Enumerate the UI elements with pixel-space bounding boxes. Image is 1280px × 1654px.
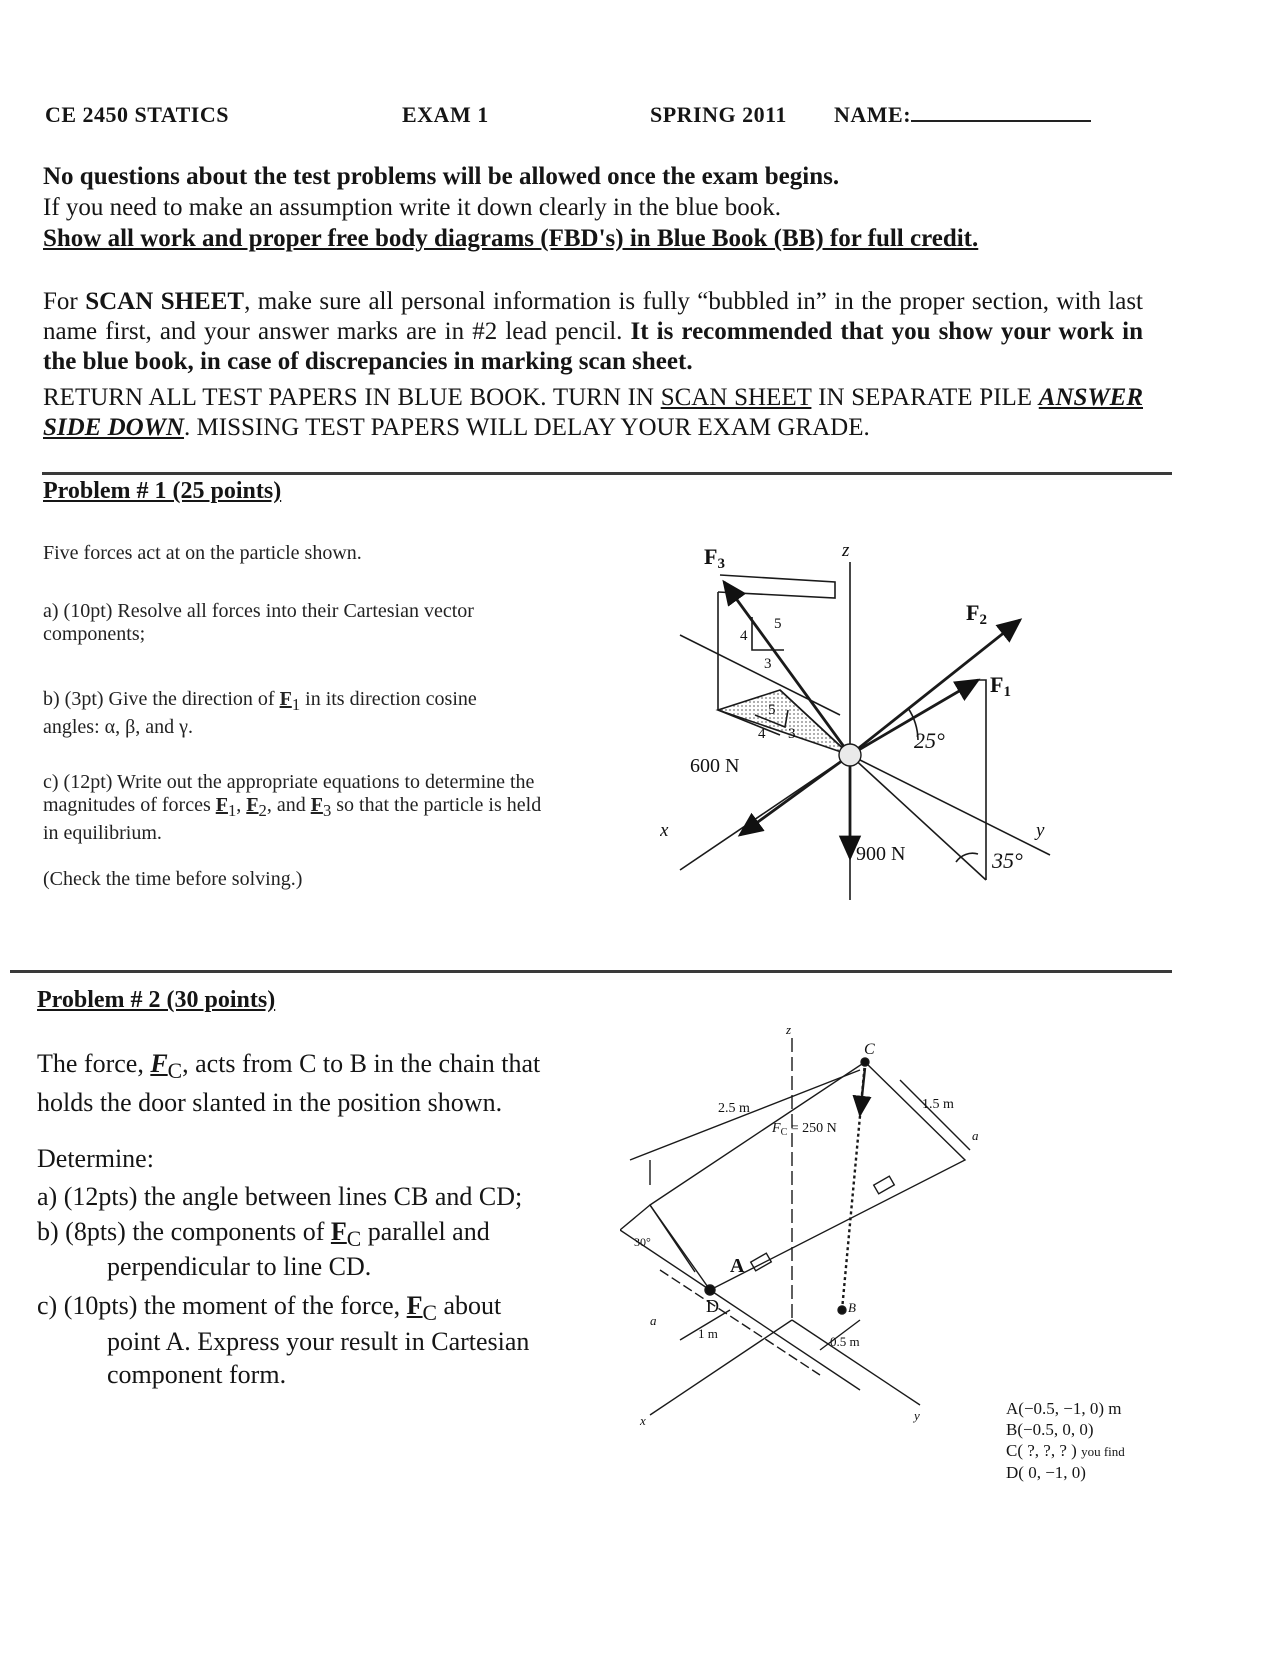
label-x2: x — [640, 1413, 646, 1428]
label-a-left: a — [650, 1313, 657, 1328]
problem2-title: Problem # 2 (30 points) — [37, 987, 276, 1013]
p2-intro-post: , acts from C to B in the chain that holds the door slanted in the position shown. — [37, 1049, 541, 1118]
label-y: y — [1036, 820, 1045, 841]
p2b-pre: b) (8pts) the components of — [37, 1217, 331, 1246]
door-brace — [650, 1205, 695, 1272]
f3-box-top — [718, 575, 835, 598]
tri2-label-4: 4 — [758, 726, 766, 742]
coord-c-value: C( ?, ?, ? ) — [1006, 1441, 1077, 1460]
coord-d: D( 0, −1, 0) — [1006, 1463, 1086, 1482]
return-text-e: . MISSING TEST PAPERS WILL DELAY YOUR EXAM GRADE. — [184, 414, 870, 441]
p2c-pre: c) (10pts) the moment of the force, — [37, 1291, 407, 1320]
label-f1: F1 — [990, 672, 1011, 700]
name-field — [834, 102, 1091, 128]
fc-arrow — [860, 1068, 865, 1115]
point-c — [861, 1058, 869, 1066]
tri2-label-5: 5 — [768, 702, 776, 718]
label-z2: z — [786, 1022, 792, 1037]
label-x: x — [660, 820, 669, 841]
label-25deg: 25° — [914, 728, 945, 753]
divider-top — [42, 472, 1172, 475]
problem2-part-b — [37, 1216, 617, 1255]
coord-c — [1006, 1440, 1125, 1462]
problem1-title: Problem # 1 (25 points) — [43, 478, 282, 504]
f1-vertical — [978, 680, 986, 880]
particle — [839, 744, 861, 766]
problem1-time-note: (Check the time before solving.) — [43, 868, 303, 890]
problem2-part-c-cont2: component form. — [107, 1360, 287, 1389]
p2-intro-f: F — [150, 1049, 168, 1078]
return-text-a: RETURN ALL TEST PAPERS IN BLUE BOOK. TURN IN — [43, 384, 661, 411]
exam-label: EXAM 1 — [402, 102, 489, 127]
label-600n: 600 N — [690, 755, 740, 777]
name-label: NAME: — [834, 102, 912, 127]
p1b-f: F — [279, 688, 292, 710]
label-35deg: 35° — [992, 848, 1023, 873]
tri-label-3: 3 — [764, 656, 772, 672]
problem1-intro: Five forces act at on the particle shown. — [43, 542, 362, 564]
label-2-5m: 2.5 m — [718, 1101, 750, 1116]
label-900n: 900 N — [856, 843, 906, 865]
label-a-right: a — [972, 1128, 979, 1143]
coord-b: B(−0.5, 0, 0) — [1006, 1420, 1094, 1439]
coord-c-note: you find — [1081, 1444, 1125, 1459]
y-axis — [850, 755, 1050, 855]
problem1-force-diagram — [660, 540, 1120, 940]
door-panel — [650, 1062, 965, 1290]
name-blank — [911, 102, 1091, 122]
p2b-post: parallel and — [361, 1217, 490, 1246]
return-scan-sheet: SCAN SHEET — [660, 384, 812, 411]
label-b: B — [848, 1300, 856, 1315]
label-1m: 1 m — [698, 1326, 718, 1341]
instruction-assumption: If you need to make an assumption write it down clearly in the blue book. — [43, 194, 782, 221]
problem2-part-c — [37, 1290, 617, 1329]
label-d: D — [706, 1296, 719, 1316]
y-axis-2 — [792, 1320, 920, 1405]
force-600-arrow — [740, 755, 850, 835]
divider-middle — [10, 970, 1172, 973]
hinge-upper — [874, 1176, 895, 1194]
p1c-s2: 2 — [258, 801, 267, 820]
tri-label-5: 5 — [774, 616, 782, 632]
tri2-label-3: 3 — [788, 726, 796, 742]
problem1-part-b — [43, 688, 533, 739]
p1c-f2: F — [246, 794, 259, 816]
problem2-determine: Determine: — [37, 1144, 154, 1173]
instruction-no-questions: No questions about the test problems will be allowed once the exam begins. — [43, 163, 840, 190]
p1c-sep1: , — [236, 794, 247, 816]
scan-recommendation: It is recommended that you show your work in the blue book, in case of discrepancies in marking scan sheet. — [43, 318, 1144, 375]
label-fc: $F_C = 250$ N — [772, 1121, 837, 1138]
problem2-part-b-cont: perpendicular to line CD. — [107, 1252, 372, 1281]
answer-side-down: ANSWER SIDE DOWN — [43, 384, 1143, 441]
return-instructions — [43, 383, 1143, 443]
problem2-part-a: a) (12pts) the angle between lines CB and CD; — [37, 1182, 523, 1211]
p2c-sub: C — [422, 1301, 437, 1326]
p2-intro-pre: The force, — [37, 1049, 151, 1078]
scan-text-a: For — [43, 288, 86, 315]
p1c-pre: c) (12pt) Write out the appropriate equations to determine the magnitudes of forces — [43, 771, 535, 816]
p2c-post: about — [437, 1291, 502, 1320]
label-c: C — [864, 1041, 875, 1058]
scan-sheet-emphasis: SCAN SHEET — [85, 288, 245, 315]
p1c-s1: 1 — [227, 801, 237, 820]
p1c-f3: F — [310, 794, 323, 816]
problem2-intro — [37, 1048, 597, 1119]
p1b-pre: b) (3pt) Give the direction of — [43, 688, 280, 710]
label-f3: F3 — [704, 544, 725, 572]
dim-1-5m — [900, 1080, 970, 1150]
p1c-sep2: , and — [266, 794, 311, 816]
p2b-f: F — [330, 1217, 347, 1246]
problem1-part-c — [43, 771, 543, 845]
p1c-f1: F — [215, 794, 228, 816]
p2b-sub: C — [346, 1227, 362, 1252]
p2c-f: F — [406, 1291, 423, 1320]
problem2-part-c-cont1: point A. Express your result in Cartesian — [107, 1327, 530, 1356]
label-y2: y — [914, 1408, 920, 1423]
p1b-post: in its direction cosine angles: α, β, and γ. — [43, 688, 477, 738]
problem2-door-diagram — [620, 1020, 1010, 1440]
instruction-show-work: Show all work and proper free body diagrams (FBD's) in Blue Book (BB) for full credit. — [43, 225, 979, 252]
coord-a: A(−0.5, −1, 0) m — [1006, 1399, 1122, 1418]
p1b-sub: 1 — [291, 695, 301, 714]
point-d — [705, 1285, 715, 1295]
label-z: z — [842, 540, 850, 561]
course-title: CE 2450 STATICS — [45, 102, 229, 127]
scan-sheet-instructions — [43, 287, 1143, 377]
p1c-s3: 3 — [322, 801, 332, 820]
problem1-part-a: a) (10pt) Resolve all forces into their Cartesian vector components; — [43, 600, 474, 645]
x-axis-2 — [650, 1320, 792, 1415]
label-a-point: A — [730, 1255, 745, 1277]
scan-text-c: , make sure all personal information is fully “bubbled in” in the proper section, with last name first, and your answer marks are in #2 lead pencil. — [43, 288, 1144, 345]
tri-label-4: 4 — [740, 628, 748, 644]
point-b — [838, 1306, 846, 1314]
p1c-post: so that the particle is held in equilibrium. — [43, 794, 542, 844]
term-label: SPRING 2011 — [650, 102, 787, 127]
label-f2: F2 — [966, 600, 987, 628]
label-30deg: 30° — [634, 1235, 651, 1249]
p2-intro-sub: C — [167, 1059, 183, 1084]
hinge-a — [751, 1253, 772, 1271]
return-text-c: IN SEPARATE PILE — [811, 384, 1039, 411]
point-coordinates — [1006, 1398, 1125, 1483]
shaded-triangle — [718, 690, 850, 755]
label-1-5m: 1.5 m — [922, 1097, 954, 1112]
label-0-5m: 0.5 m — [830, 1334, 860, 1349]
